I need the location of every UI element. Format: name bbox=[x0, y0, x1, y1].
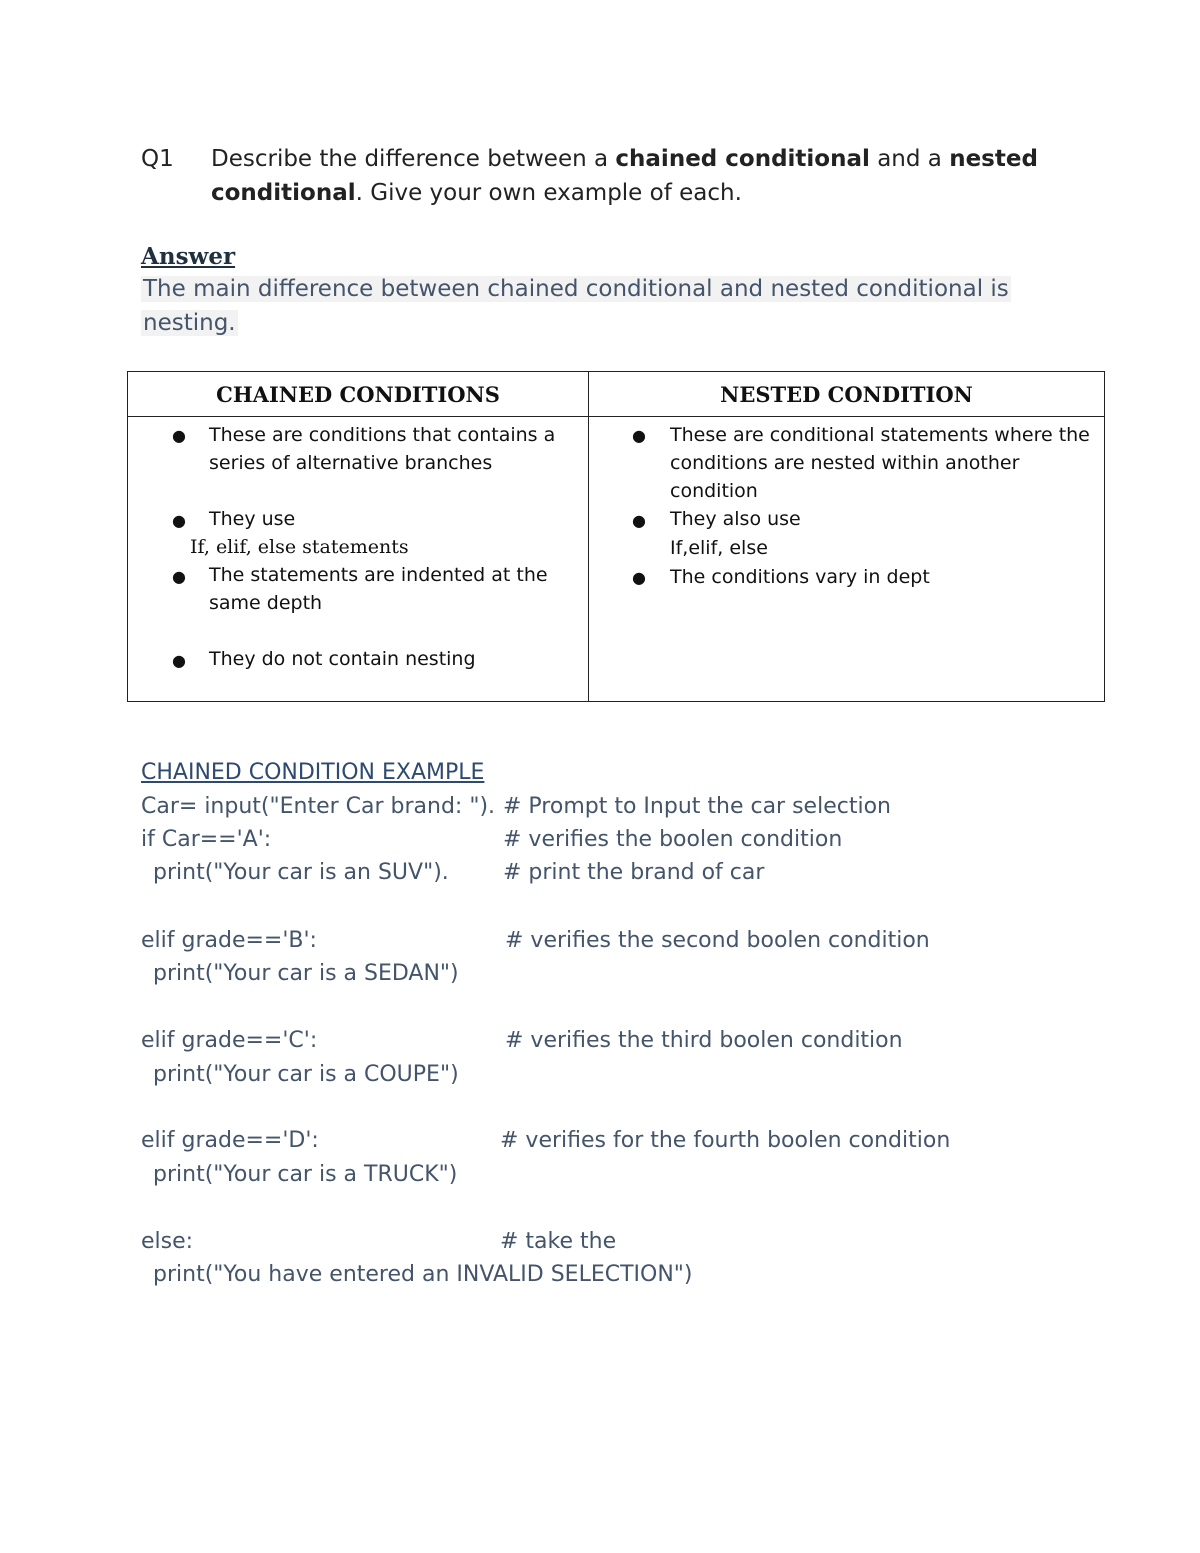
list-item: These are conditional statements where the bbox=[670, 424, 1090, 446]
code-line: elif grade=='D': bbox=[141, 1128, 319, 1153]
bullet-icon: ● bbox=[172, 651, 186, 670]
bullet-icon: ● bbox=[632, 426, 646, 445]
list-item: They do not contain nesting bbox=[209, 648, 476, 670]
list-item: The statements are indented at the bbox=[209, 564, 548, 586]
code-comment: # print the brand of car bbox=[503, 860, 765, 885]
list-item: These are conditions that contains a bbox=[209, 424, 556, 446]
code-line: elif grade=='C': bbox=[141, 1028, 318, 1053]
question-term-chained: chained conditional bbox=[615, 146, 870, 172]
answer-heading: Answer bbox=[141, 243, 236, 270]
list-item: They also use bbox=[670, 508, 801, 530]
code-comment: # take the bbox=[500, 1229, 617, 1254]
comparison-table bbox=[127, 371, 1105, 702]
code-line: print("You have entered an INVALID SELECTION") bbox=[153, 1262, 693, 1287]
list-item: If,elif, else bbox=[670, 537, 768, 559]
answer-line-2: nesting. bbox=[143, 310, 236, 336]
table-header-chained: CHAINED CONDITIONS bbox=[128, 372, 589, 417]
code-line: if Car=='A': bbox=[141, 827, 272, 852]
code-line: else: bbox=[141, 1229, 194, 1254]
question-text: . Give your own example of each. bbox=[355, 180, 742, 206]
code-line: elif grade=='B': bbox=[141, 928, 317, 953]
code-comment: # verifies the boolen condition bbox=[503, 827, 843, 852]
question-term-conditional: conditional bbox=[211, 180, 356, 206]
bullet-icon: ● bbox=[632, 568, 646, 587]
question-text: Describe the difference between a bbox=[211, 146, 616, 172]
list-item: The conditions vary in dept bbox=[670, 566, 930, 588]
table-cell-chained bbox=[128, 417, 589, 702]
code-line: print("Your car is an SUV"). bbox=[153, 860, 449, 885]
list-item: condition bbox=[670, 480, 758, 502]
question-number: Q1 bbox=[141, 146, 174, 172]
code-line: print("Your car is a COUPE") bbox=[153, 1062, 459, 1087]
list-item: conditions are nested within another bbox=[670, 452, 1020, 474]
list-item: series of alternative branches bbox=[209, 452, 493, 474]
list-item: same depth bbox=[209, 592, 323, 614]
bullet-icon: ● bbox=[172, 567, 186, 586]
list-item: They use bbox=[209, 508, 296, 530]
code-comment: # verifies for the fourth boolen condition bbox=[500, 1128, 951, 1153]
code-line: Car= input("Enter Car brand: "). bbox=[141, 794, 496, 819]
bullet-icon: ● bbox=[172, 426, 186, 445]
question-term-nested: nested bbox=[949, 146, 1038, 172]
question-text: and a bbox=[869, 146, 950, 172]
code-line: print("Your car is a TRUCK") bbox=[153, 1162, 458, 1187]
example-heading: CHAINED CONDITION EXAMPLE bbox=[141, 760, 485, 785]
list-item: If, elif, else statements bbox=[190, 536, 409, 558]
question-line-1 bbox=[211, 146, 1038, 172]
bullet-icon: ● bbox=[632, 511, 646, 530]
code-comment: # verifies the third boolen condition bbox=[505, 1028, 903, 1053]
answer-line-1: The main difference between chained conditional and nested conditional is bbox=[143, 276, 1009, 302]
code-comment: # verifies the second boolen condition bbox=[505, 928, 930, 953]
code-comment: # Prompt to Input the car selection bbox=[503, 794, 891, 819]
question-line-2 bbox=[211, 180, 742, 206]
bullet-icon: ● bbox=[172, 511, 186, 530]
code-line: print("Your car is a SEDAN") bbox=[153, 961, 459, 986]
table-cell-nested bbox=[589, 417, 1105, 702]
table-header-nested: NESTED CONDITION bbox=[589, 372, 1105, 417]
